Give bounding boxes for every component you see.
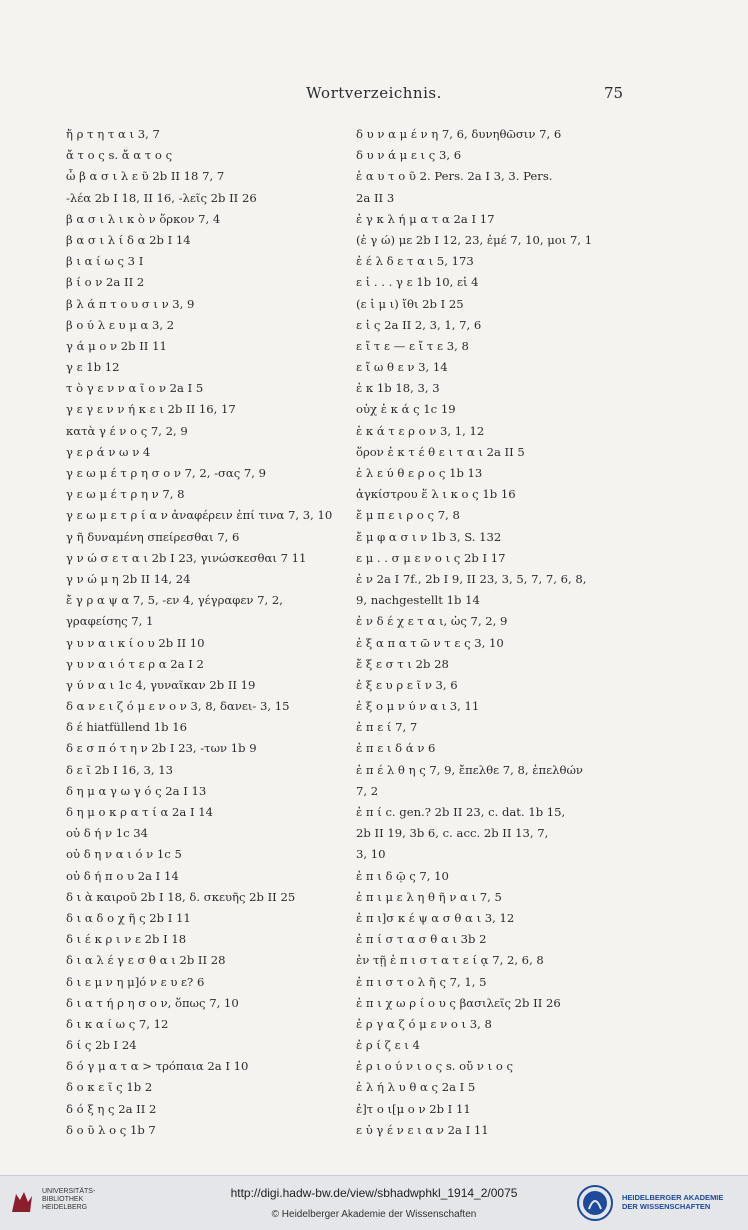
academy-label: HEIDELBERGER AKADEMIE DER WISSENSCHAFTEN [622,1193,724,1211]
index-entry: ἤ ρ τ η τ α ι 3, 7 [66,127,160,141]
index-entry: 3, 10 [356,847,386,862]
index-entry: β α σ ι λ ι κ ὸ ν ὅρκον 7, 4 [66,211,221,226]
index-entry: οὐχ ἑ κ ά ς 1c 19 [356,402,456,417]
index-entry: ἑ α υ τ ο ῦ 2. Pers. 2a I 3, 3. Pers. [356,169,553,184]
index-entry: 7, 2 [356,783,379,798]
index-entry: (ἐ γ ώ) με 2b I 12, 23, ἐμέ 7, 10, μοι 7, 1 [356,232,593,247]
index-entry: δ ι ὰ καιροῦ 2b I 18, δ. σκευῆς 2b II 25 [66,889,296,904]
index-entry: ἐ ρ γ α ζ ό μ ε ν ο ι 3, 8 [356,1016,492,1031]
index-entry: ἔ μ π ε ι ρ ο ς 7, 8 [356,508,460,523]
index-entry: δ ο ῦ λ ο ς 1b 7 [66,1122,156,1137]
index-entry: ἐν τῇ ἐ π ι σ τ α τ ε ί ᾳ 7, 2, 6, 8 [356,953,544,968]
index-entry: δ ί ς 2b I 24 [66,1038,137,1053]
index-entry: γ ε ω μ έ τ ρ η σ ο ν 7, 2, -σας 7, 9 [66,466,267,480]
university-library-label: UNIVERSITÄTS- BIBLIOTHEK HEIDELBERG [42,1188,96,1211]
index-entry: ἔ ξ ε σ τ ι 2b 28 [356,656,449,671]
index-entry: δ ε ῖ 2b I 16, 3, 13 [66,762,173,777]
index-entry: γ ε ω μ έ τ ρ η ν 7, 8 [66,487,185,502]
index-entry: ἐ κ 1b 18, 3, 3 [356,381,440,396]
index-entry: δ η μ α γ ω γ ό ς 2a I 13 [66,783,207,798]
index-entry: δ ε σ π ό τ η ν 2b I 23, -των 1b 9 [66,741,257,756]
index-entry: ἐ π ι δ ῷ ς 7, 10 [356,868,449,883]
index-entry: ἑ κ ά τ ε ρ ο ν 3, 1, 12 [356,423,485,438]
index-entry: ἐ π ι χ ω ρ ί ο υ ς βασιλεῖς 2b II 26 [356,995,561,1010]
index-entry: δ ι κ α ί ω ς 7, 12 [66,1016,169,1031]
index-entry: ἐ π ι]σ κ έ ψ α σ θ α ι 3, 12 [356,910,515,925]
index-entry: οὐ δ η ν α ι ό ν 1c 5 [66,847,182,862]
index-entry: δ υ ν α μ έ ν η 7, 6, δυνηθῶσιν 7, 6 [356,127,562,141]
index-entry: δ ι α τ ή ρ η σ ο ν, ὅπως 7, 10 [66,995,239,1010]
index-entry: γ ε ρ ά ν ω ν 4 [66,444,151,459]
index-entry: δ έ hiatfüllend 1b 16 [66,720,187,735]
index-entry: γ υ ν α ι ό τ ε ρ α 2a I 2 [66,656,204,671]
index-entry: γ ε ω μ ε τ ρ ί α ν ἀναφέρειν ἐπί τινα 7, 3, 10 [66,508,333,523]
index-entry: δ η μ ο κ ρ α τ ί α 2a I 14 [66,805,213,819]
index-entry: δ ι α λ έ γ ε σ θ α ι 2b II 28 [66,953,226,968]
index-entry: ἐ έ λ δ ε τ α ι 5, 173 [356,254,474,269]
index-entry: 9, nachgestellt 1b 14 [356,593,480,608]
index-column-right [356,124,686,1141]
index-entry: ἔ γ ρ α ψ α 7, 5, -εν 4, γέγραφεν 7, 2, [66,593,283,608]
index-entry: 2a II 3 [356,190,395,205]
index-entry: ἐ π ί σ τ α σ θ α ι 3b 2 [356,932,487,947]
index-entry: δ ό ξ η ς 2a II 2 [66,1101,157,1116]
index-entry: δ ι α δ ο χ ῆ ς 2b I 11 [66,910,191,925]
index-entry: -λέα 2b I 18, II 16, -λεῖς 2b II 26 [66,190,257,205]
index-entry: 2b II 19, 3b 6, c. acc. 2b II 13, 7, [356,826,549,841]
index-entry: δ ό γ μ α τ α > τρόπαια 2a I 10 [66,1059,249,1074]
page-number: 75 [604,84,624,102]
index-entry: ἄ τ ο ς s. ἄ α τ ο ς [66,148,173,163]
index-entry: β ι α ί ω ς 3 I [66,254,144,269]
index-entry: ἐ π ε ί 7, 7 [356,720,418,735]
academy-seal-icon [576,1184,614,1222]
index-entry: οὐ δ ή ν 1c 34 [66,826,149,841]
index-entry: ἐ ν 2a I 7f., 2b I 9, II 23, 3, 5, 7, 7, 6, 8, [356,571,587,586]
index-entry: ἐ λ ε ύ θ ε ρ ο ς 1b 13 [356,466,483,480]
index-entry: ἐ γ κ λ ή μ α τ α 2a I 17 [356,211,495,226]
index-entry: (ε ἰ μ ι) ἴθι 2b I 25 [356,296,464,311]
index-entry: ἐ ξ ε υ ρ ε ῖ ν 3, 6 [356,677,458,692]
index-entry: ἀγκίστρου ἕ λ ι κ ο ς 1b 16 [356,487,516,502]
index-entry: β λ ά π τ ο υ σ ι ν 3, 9 [66,296,195,311]
viewer-footer [0,1175,748,1230]
index-entry: ἐ]τ ο ι[μ ο ν 2b I 11 [356,1101,471,1116]
index-entry: ἐ π ι μ ε λ η θ ῆ ν α ι 7, 5 [356,889,502,904]
index-entry: ἐ ρ ι ο ύ ν ι ο ς s. οὔ ν ι ο ς [356,1059,514,1074]
index-entry: ἐ π ι σ τ ο λ ῆ ς 7, 1, 5 [356,974,487,989]
index-entry: κατὰ γ έ ν ο ς 7, 2, 9 [66,423,188,438]
index-entry: ὅρον ἐ κ τ έ θ ε ι τ α ι 2a II 5 [356,444,525,459]
permalink-url[interactable]: http://digi.hadw-bw.de/view/sbhadwphkl_1914_2/0075 [230,1186,518,1200]
index-entry: β α σ ι λ ί δ α 2b I 14 [66,232,191,247]
index-entry: γ ε γ ε ν ν ή κ ε ι 2b II 16, 17 [66,402,236,417]
index-entry: δ α ν ε ι ζ ό μ ε ν ο ν 3, 8, δανει- 3, 15 [66,699,290,714]
index-entry: β ο ύ λ ε υ μ α 3, 2 [66,317,175,332]
index-entry: ἐ λ ή λ υ θ α ς 2a I 5 [356,1080,476,1095]
index-entry: ε ἴ ω θ ε ν 3, 14 [356,360,448,375]
index-entry: ε ἰ . . . γ ε 1b 10, εἰ 4 [356,275,479,290]
index-entry: δ ι έ κ ρ ι ν ε 2b I 18 [66,932,187,947]
index-entry: ἐ π ε ι δ ά ν 6 [356,741,436,756]
index-entry: δ ο κ ε ῖ ς 1b 2 [66,1080,153,1095]
index-entry: ε ἰ ς 2a II 2, 3, 1, 7, 6 [356,317,482,332]
index-entry: γ ν ώ σ ε τ α ι 2b I 23, γινώσκεσθαι 7 11 [66,550,307,565]
index-entry: ε ὐ γ έ ν ε ι α ν 2a I 11 [356,1122,489,1137]
index-entry: δ υ ν ά μ ε ι ς 3, 6 [356,148,462,163]
index-column-left [66,124,366,1141]
index-entry: β ί ο ν 2a II 2 [66,275,145,290]
index-entry: γ ν ώ μ η 2b II 14, 24 [66,571,191,586]
index-entry: ἐ ν δ έ χ ε τ α ι, ὡς 7, 2, 9 [356,614,508,629]
index-entry: γ ε 1b 12 [66,360,120,375]
index-entry: τ ὸ γ ε ν ν α ῖ ο ν 2a I 5 [66,381,204,396]
index-entry: γ ύ ν α ι 1c 4, γυναῖκαν 2b II 19 [66,677,256,692]
index-entry: γ ῆ δυναμένη σπείρεσθαι 7, 6 [66,529,240,544]
index-entry: οὐ δ ή π ο υ 2a I 14 [66,868,179,883]
page-title: Wortverzeichnis. [306,84,442,102]
index-entry: ε ἴ τ ε — ε ἴ τ ε 3, 8 [356,338,469,353]
index-entry: ἐ ρ ί ζ ε ι 4 [356,1038,420,1053]
index-entry: γ υ ν α ι κ ί ο υ 2b II 10 [66,635,205,650]
index-entry: ἐ ξ α π α τ ῶ ν τ ε ς 3, 10 [356,635,504,650]
index-entry: ἐ π ί c. gen.? 2b II 23, c. dat. 1b 15, [356,805,566,819]
index-entry: ὦ β α σ ι λ ε ῦ 2b II 18 7, 7 [66,169,225,184]
index-entry: γραφείσης 7, 1 [66,614,154,629]
index-entry: ἐ π έ λ θ η ς 7, 9, ἔπελθε 7, 8, ἐπελθών [356,762,583,777]
index-entry: ἐ ξ ο μ ν ύ ν α ι 3, 11 [356,699,480,714]
index-entry: ε μ . . σ μ ε ν ο ι ς 2b I 17 [356,550,506,565]
index-entry: δ ι ε μ ν η μ]ό ν ε υ ε? 6 [66,974,205,989]
index-entry: ἔ μ φ α σ ι ν 1b 3, S. 132 [356,529,502,544]
index-entry: γ ά μ ο ν 2b II 11 [66,338,167,353]
copyright-notice: © Heidelberger Akademie der Wissenschaften [271,1209,477,1220]
